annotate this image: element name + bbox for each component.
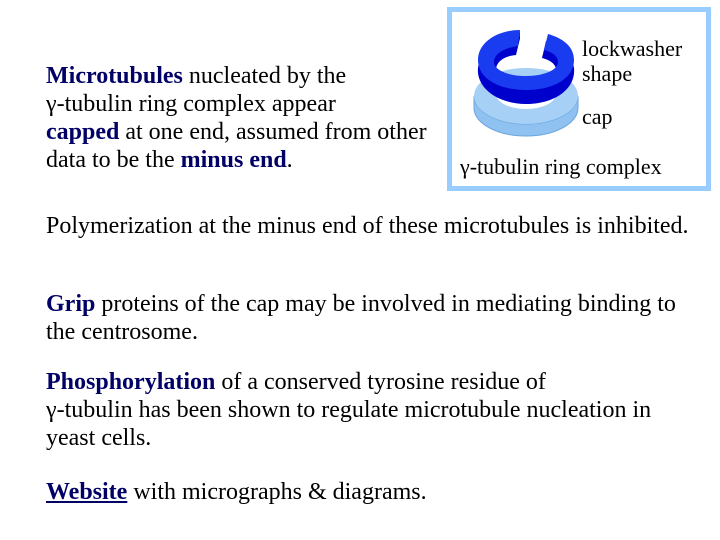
phosphorylation-text-2: -tubulin has been shown to regulate microtubule nucleation in yeast cells. — [46, 397, 652, 451]
term-grip: Grip — [46, 291, 96, 317]
term-microtubules: Microtubules — [46, 63, 183, 89]
polymerization-paragraph — [46, 212, 706, 240]
polymerization-text: Polymerization at the minus end of these microtubules is inhibited. — [46, 213, 689, 239]
term-minus-end: minus end — [180, 147, 287, 173]
grip-paragraph — [46, 290, 706, 346]
intro-text-4: . — [286, 147, 293, 173]
label-ring-complex: γ-tubulin ring complex — [460, 154, 662, 179]
term-phosphorylation: Phosphorylation — [46, 369, 216, 395]
intro-text-2: -tubulin ring complex appear — [56, 91, 336, 117]
phosphorylation-text-1: of a conserved tyrosine residue of — [215, 369, 546, 395]
label-shape: shape — [582, 61, 633, 86]
ring-complex-figure — [447, 7, 711, 191]
lockwasher-ring-diagram — [470, 18, 582, 148]
intro-paragraph — [46, 62, 436, 174]
website-text: with micrographs & diagrams. — [127, 479, 427, 505]
label-lockwasher: lockwasher — [582, 36, 683, 61]
term-capped: capped — [46, 119, 120, 145]
gamma-symbol: γ — [46, 397, 57, 423]
label-cap: cap — [582, 104, 613, 129]
intro-text-3: at one end, assumed from other data to be the — [46, 119, 427, 173]
cap-lockwasher-top — [478, 30, 574, 90]
intro-text-1: nucleated by the — [182, 63, 347, 89]
grip-text: proteins of the cap may be involved in mediating binding to the centrosome. — [46, 291, 676, 345]
gamma-symbol: γ — [46, 91, 57, 117]
website-link[interactable]: Website — [46, 479, 128, 505]
phosphorylation-paragraph — [46, 368, 706, 452]
website-paragraph — [46, 478, 706, 506]
